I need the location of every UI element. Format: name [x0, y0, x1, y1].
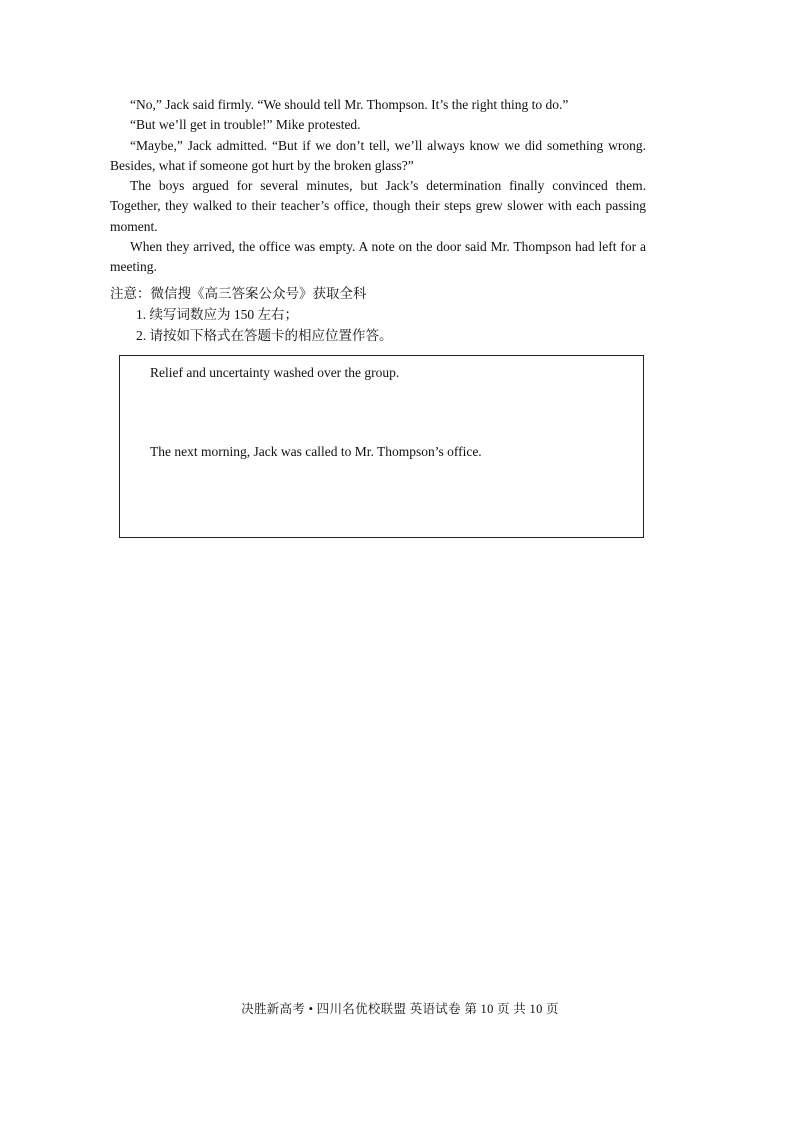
story-passage	[110, 95, 646, 278]
instructions	[110, 283, 646, 346]
passage-paragraph: “But we’ll get in trouble!” Mike protested.	[130, 117, 361, 133]
passage-paragraph: When they arrived, the office was empty. A note on the door said Mr. Thompson had left for a meeting.	[110, 239, 646, 275]
instruction-item: 2. 请按如下格式在答题卡的相应位置作答。	[136, 328, 393, 343]
passage-paragraph: “Maybe,” Jack admitted. “But if we don’t tell, we’ll always know we did something wrong. Besides, what if someone got hurt by the broken glass?”	[110, 137, 646, 173]
page-footer: 决胜新高考 • 四川名优校联盟 英语试卷 第 10 页 共 10 页	[241, 1002, 559, 1016]
answer-format-box	[119, 355, 644, 538]
instruction-item: 1. 续写词数应为 150 左右；	[136, 307, 298, 322]
paragraph-one-opening: Relief and uncertainty washed over the group.	[150, 365, 400, 380]
passage-paragraph: The boys argued for several minutes, but Jack’s determination finally convinced them. Together, they walked to their teacher’s office, though their steps grew slower with each passing moment.	[110, 178, 646, 234]
passage-paragraph: “No,” Jack said firmly. “We should tell Mr. Thompson. It’s the right thing to do.”	[130, 97, 569, 112]
instructions-heading: 注意：微信搜《高三答案公众号》获取全科	[110, 286, 367, 301]
paragraph-two-opening: The next morning, Jack was called to Mr. Thompson’s office.	[150, 444, 482, 459]
